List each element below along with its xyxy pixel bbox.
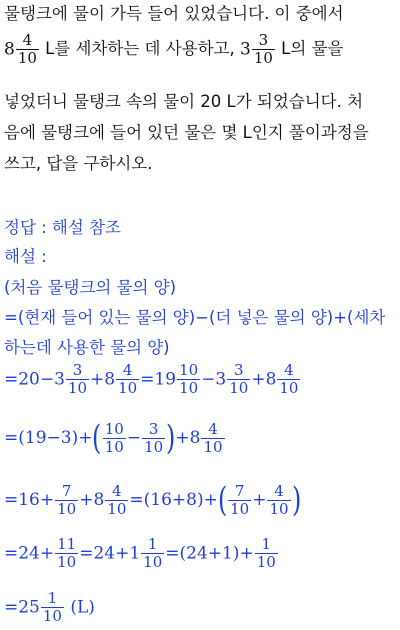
mixed-number-whole: 8 [4, 39, 15, 60]
fraction: $\frac{3}{10}$ [253, 31, 273, 67]
big-paren-close: ) [166, 418, 176, 458]
fraction: $\frac{4}{10}$ [279, 361, 299, 397]
fraction: $\frac{10}{10}$ [104, 419, 124, 456]
fraction: $\frac{3}{10}$ [144, 419, 164, 456]
problem-line-2 [4, 32, 343, 67]
solution-step-3: 하는데 사용한 물의 양) [4, 338, 170, 357]
equation-line-2: =(19−3)+( $\frac{10}{10}$ − $\frac{3}{10}$ )+8 $\frac{4}{10}$ [4, 418, 223, 458]
fraction: $\frac{7}{10}$ [230, 481, 250, 518]
fraction: $\frac{11}{10}$ [57, 535, 77, 571]
fraction: $\frac{4}{10}$ [118, 361, 138, 397]
big-paren-open: ( [217, 480, 228, 520]
fraction: $\frac{1}{10}$ [42, 589, 62, 625]
problem-text: L의 물을 [275, 39, 344, 58]
fraction: $\frac{4}{10}$ [203, 419, 223, 456]
explanation-label: 해설 : [4, 247, 47, 266]
fraction: $\frac{4}{10}$ [269, 481, 289, 518]
equation-line-5: =25 $\frac{1}{10}$ (L) [4, 589, 95, 625]
fraction: $\frac{1}{10}$ [256, 535, 276, 571]
solution-step-2: =(현재 들어 있는 물의 양)−(더 넣은 물의 양)+(세차 [4, 308, 386, 327]
problem-line-5: 쓰고, 답을 구하시오. [4, 154, 153, 173]
mixed-number-whole: 3 [239, 39, 251, 60]
fraction: $\frac{3}{10}$ [229, 361, 249, 397]
problem-line-1: 물탱크에 물이 가득 들어 있었습니다. 이 중에서 [4, 4, 344, 23]
equation-line-3: =16+ $\frac{7}{10}$ +8 $\frac{4}{10}$ =(16+8)+( $\frac{7}{10}$ + $\frac{4}{10}$ ) [4, 480, 301, 520]
problem-text: L를 세차하는 데 사용하고, [39, 39, 240, 58]
solution-step-1: (처음 물탱크의 물의 양) [4, 278, 177, 297]
fraction: $\frac{1}{10}$ [143, 535, 163, 571]
fraction: $\frac{7}{10}$ [57, 481, 77, 518]
problem-line-3: 넣었더니 물탱크 속의 물이 20 L가 되었습니다. 처 [4, 92, 364, 111]
big-paren-open: ( [92, 418, 102, 458]
problem-line-4: 음에 물탱크에 들어 있던 물은 몇 L인지 풀이과정을 [4, 123, 369, 142]
fraction: $\frac{3}{10}$ [67, 361, 88, 397]
big-paren-close: ) [291, 480, 301, 520]
fraction: $\frac{4}{10}$ [17, 31, 37, 67]
fraction: $\frac{4}{10}$ [107, 481, 127, 518]
equation-line-4: =24+ $\frac{11}{10}$ =24+1 $\frac{1}{10}$ =(24+1)+ $\frac{1}{10}$ [4, 535, 276, 571]
unit-label: (L) [64, 597, 95, 618]
answer-line: 정답 : 해설 참조 [4, 218, 121, 237]
equation-line-1: =20−3 $\frac{3}{10}$ +8 $\frac{4}{10}$ =19 $\frac{10}{10}$ −3 $\frac{3}{10}$ +8 $\frac{4}{10}$ [4, 361, 299, 397]
fraction: $\frac{10}{10}$ [179, 361, 199, 397]
